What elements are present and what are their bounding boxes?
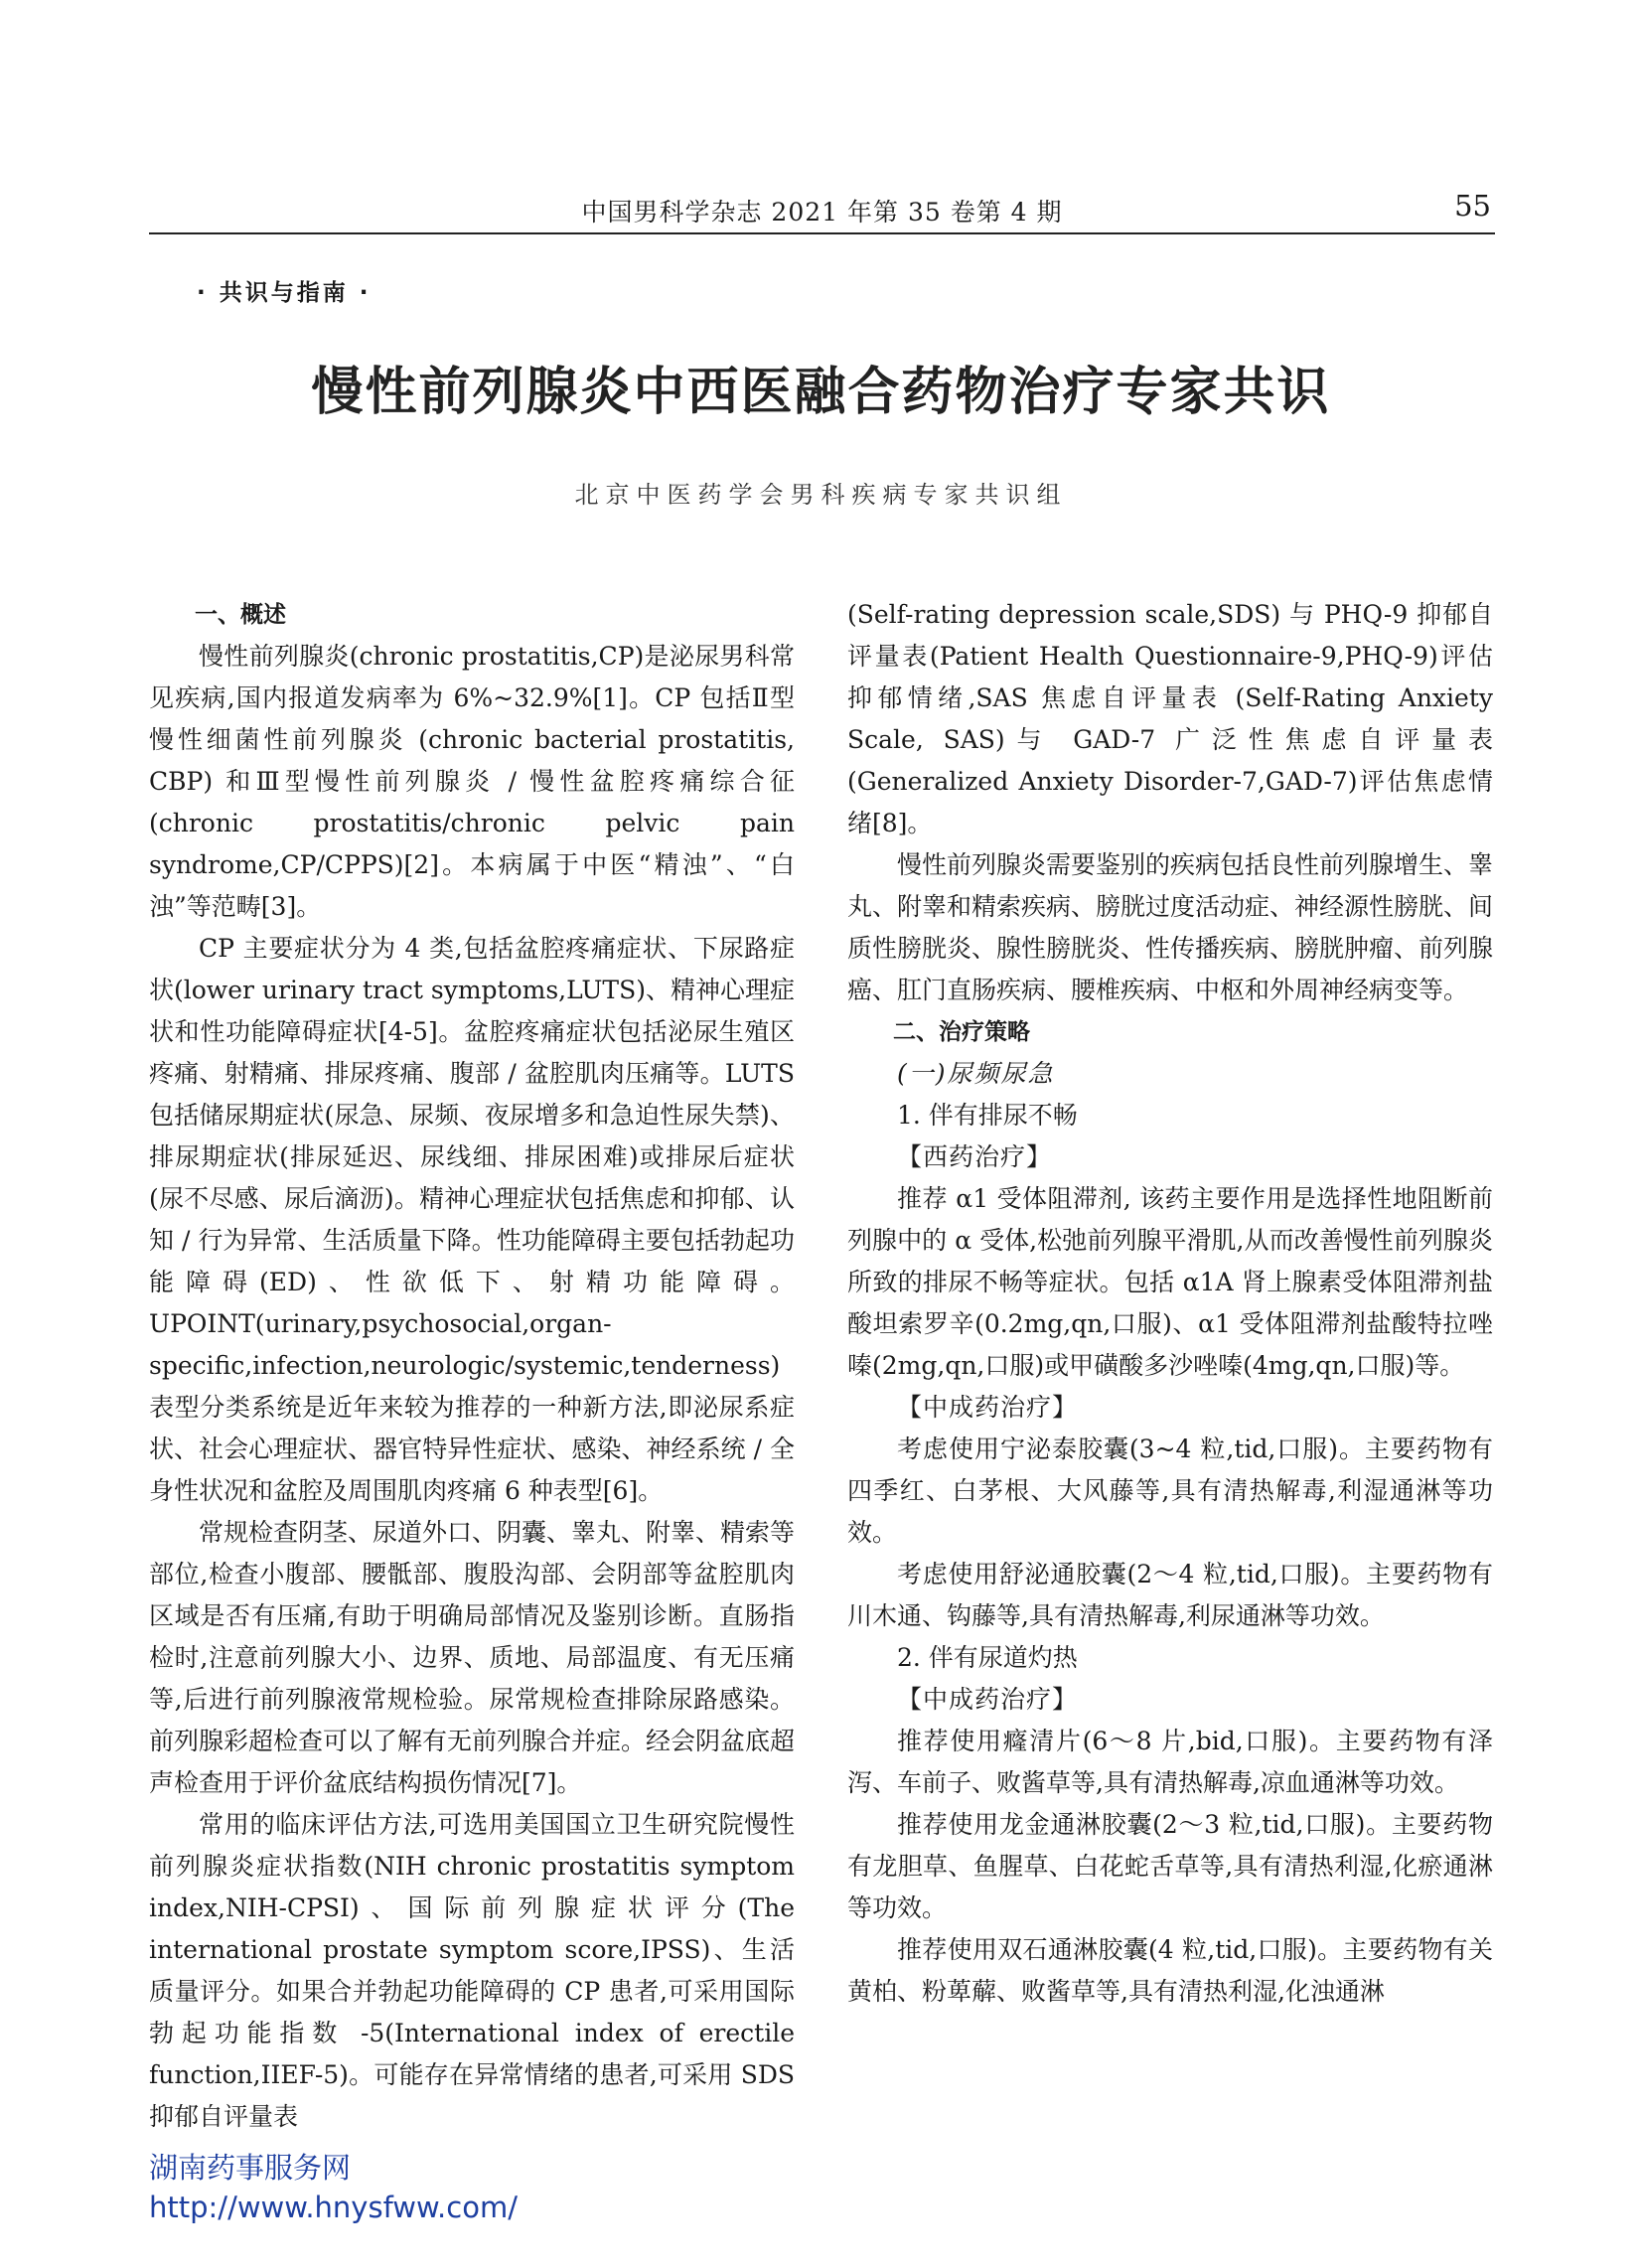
item-poor-urination: 1. 伴有排尿不畅 [897,1101,1078,1130]
journal-issue: 中国男科学杂志 2021 年第 35 卷第 4 期 [581,198,1063,227]
paragraph: (Self-rating depression scale,SDS) 与 PHQ-9 抑郁自评量表(Patient Health Questionnaire-9,PHQ-9)评估抑郁情绪,SAS 焦虑自评量表 (Self-Rating Anxiety Scale, SAS)与 GAD-7 广泛性焦虑自评量表(Generalized Anxiety Disorder-7,GAD-7)评估焦虑情绪[8]。 [847,600,1493,837]
article-title: 慢性前列腺炎中西医融合药物治疗专家共识 [311,363,1331,422]
left-column [149,594,795,2138]
paragraph: 慢性前列腺炎需要鉴别的疾病包括良性前列腺增生、睾丸、附睾和精索疾病、膀胱过度活动症、神经源性膀胱、间质性膀胱炎、腺性膀胱炎、性传播疾病、膀胱肿瘤、前列腺癌、肛门直肠疾病、腰椎疾病、中枢和外周神经病变等。 [847,850,1494,1004]
watermark-site-name: 湖南药事服务网 [149,2151,352,2185]
paragraph: 慢性前列腺炎(chronic prostatitis,CP)是泌尿男科常见疾病,国内报道发病率为 6%~32.9%[1]。CP 包括Ⅱ型慢性细菌性前列腺炎 (chronic bacterial prostatitis, CBP) 和Ⅲ型慢性前列腺炎 / 慢性盆腔疼痛综合征 (chronic prostatitis/chronic pelvic pain syndrome,CP/CPPS)[2]。本病属于中医“精浊”、“白浊”等范畴[3]。 [149,642,795,921]
paragraph: 推荐使用癃清片(6～8 片,bid,口服)。主要药物有泽泻、车前子、败酱草等,具有清热解毒,凉血通淋等功效。 [847,1727,1493,1797]
item-urethral-burning: 2. 伴有尿道灼热 [897,1643,1078,1672]
right-column [847,594,1493,2013]
running-header [149,189,1495,234]
heading-overview: 一、概述 [195,602,286,628]
paragraph: 常用的临床评估方法,可选用美国国立卫生研究院慢性前列腺炎症状指数(NIH chronic prostatitis symptom index,NIH-CPSI)、国际前列腺症状评分(The international prostate symptom score,IPSS)、生活质量评分。如果合并勃起功能障碍的 CP 患者,可采用国际勃起功能指数 -5(International index of erectile function,IIEF-5)。可能存在异常情绪的患者,可采用 SDS 抑郁自评量表 [149,1810,795,2131]
tag-western-medicine: 【西药治疗】 [897,1142,1053,1171]
section-label: · 共识与指南 · [197,280,372,306]
paragraph: CP 主要症状分为 4 类,包括盆腔疼痛症状、下尿路症状(lower urinary tract symptoms,LUTS)、精神心理症状和性功能障碍症状[4-5]。盆腔疼痛症状包括泌尿生殖区疼痛、射精痛、排尿疼痛、腹部 / 盆腔肌肉压痛等。LUTS 包括储尿期症状(尿急、尿频、夜尿增多和急迫性尿失禁)、排尿期症状(排尿延迟、尿线细、排尿困难)或排尿后症状(尿不尽感、尿后滴沥)。精神心理症状包括焦虑和抑郁、认知 / 行为异常、生活质量下降。性功能障碍主要包括勃起功能障碍(ED)、性欲低下、射精功能障碍。UPOINT(urinary,psychosocial,organ-specific,infection,neurologic/systemic,tenderness)表型分类系统是近年来较为推荐的一种新方法,即泌尿系症状、社会心理症状、器官特异性症状、感染、神经系统 / 全身性状况和盆腔及周围肌肉疼痛 6 种表型[6]。 [149,934,795,1505]
subheading-frequency-urgency: (一)尿频尿急 [897,1059,1055,1088]
tag-chinese-patent-medicine: 【中成药治疗】 [897,1393,1079,1422]
watermark-url-link[interactable]: http://www.hnysfww.com/ [149,2191,518,2224]
article-authors: 北京中医药学会男科疾病专家共识组 [574,481,1068,509]
paragraph: 推荐使用双石通淋胶囊(4 粒,tid,口服)。主要药物有关黄柏、粉萆薢、败酱草等,具有清热利湿,化浊通淋 [847,1935,1493,2006]
paragraph: 考虑使用舒泌通胶囊(2～4 粒,tid,口服)。主要药物有川木通、钩藤等,具有清热解毒,利尿通淋等功效。 [847,1560,1493,1630]
paragraph: 常规检查阴茎、尿道外口、阴囊、睾丸、附睾、精索等部位,检查小腹部、腰骶部、腹股沟部、会阴部等盆腔肌肉区域是否有压痛,有助于明确局部情况及鉴别诊断。直肠指检时,注意前列腺大小、边界、质地、局部温度、有无压痛等,后进行前列腺液常规检验。尿常规检查排除尿路感染。前列腺彩超检查可以了解有无前列腺合并症。经会阴盆底超声检查用于评价盆底结构损伤情况[7]。 [149,1518,796,1797]
tag-chinese-patent-medicine: 【中成药治疗】 [897,1685,1079,1714]
paragraph: 考虑使用宁泌泰胶囊(3~4 粒,tid,口服)。主要药物有四季红、白茅根、大风藤等,具有清热解毒,利湿通淋等功效。 [847,1435,1493,1547]
paragraph: 推荐 α1 受体阻滞剂, 该药主要作用是选择性地阻断前列腺中的 α 受体,松弛前列腺平滑肌,从而改善慢性前列腺炎所致的排尿不畅等症状。包括 α1A 肾上腺素受体阻滞剂盐酸坦索罗辛(0.2mg,qn,口服)、α1 受体阻滞剂盐酸特拉唑嗪(2mg,qn,口服)或甲磺酸多沙唑嗪(4mg,qn,口服)等。 [847,1184,1493,1380]
watermark [149,2148,518,2227]
heading-treatment-strategy: 二、治疗策略 [893,1019,1030,1045]
page-number: 55 [1454,189,1491,223]
paragraph: 推荐使用龙金通淋胶囊(2～3 粒,tid,口服)。主要药物有龙胆草、鱼腥草、白花蛇舌草等,具有清热利湿,化瘀通淋等功效。 [847,1810,1493,1922]
